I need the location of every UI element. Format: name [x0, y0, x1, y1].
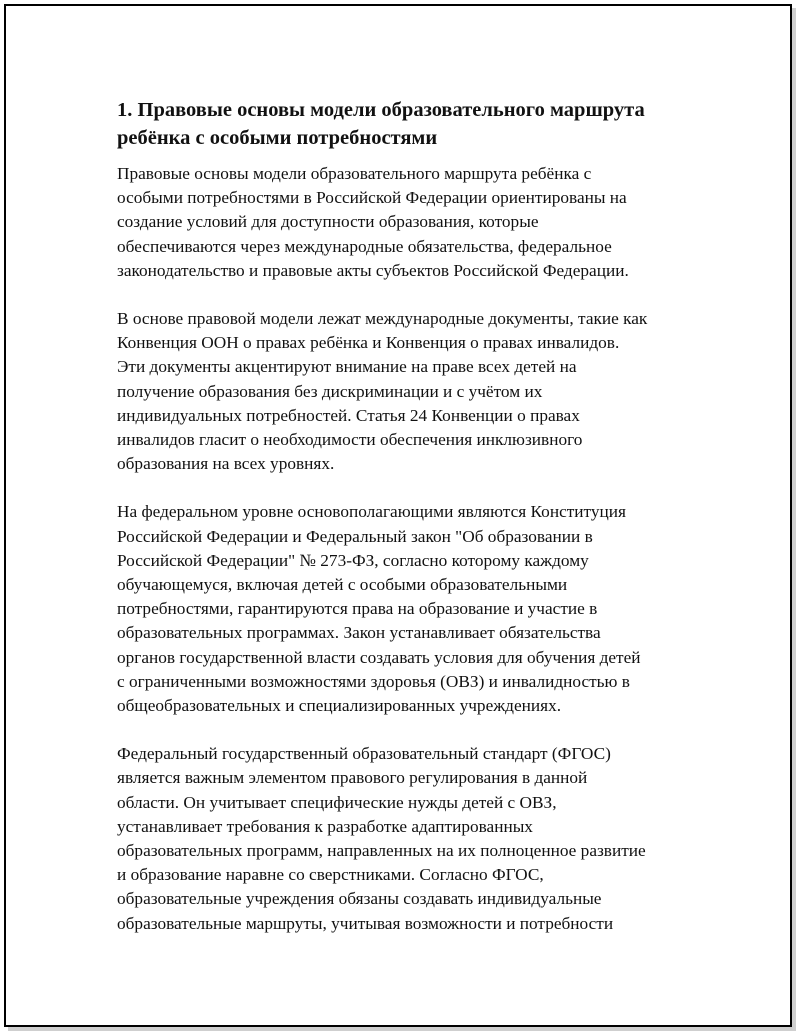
text-line: Российской Федерации" № 273-ФЗ, согласно которому каждому [117, 550, 589, 570]
text-line: Российской Федерации и Федеральный закон "Об образовании в [117, 526, 593, 546]
text-line: обеспечиваются через международные обязательства, федеральное [117, 236, 612, 256]
text-line: инвалидов гласит о необходимости обеспечения инклюзивного [117, 430, 583, 450]
text-line: Федеральный государственный образовательный стандарт (ФГОС) [117, 744, 611, 764]
text-line: индивидуальных потребностей. Статья 24 Конвенции о правах [117, 405, 580, 425]
text-line: является важным элементом правового регулирования в данной [117, 768, 588, 788]
text-line: с ограниченными возможностями здоровья (ОВЗ) и инвалидностью в [117, 671, 630, 691]
text-line: области. Он учитывает специфические нужды детей с ОВЗ, [117, 792, 557, 812]
paragraph-2 [117, 307, 697, 476]
heading-line: 1. Правовые основы модели образовательного маршрута [117, 99, 645, 121]
text-line: образовательных программах. Закон устанавливает обязательства [117, 623, 601, 643]
text-line: законодательство и правовые акты субъектов Российской Федерации. [117, 260, 629, 280]
text-line: Конвенция ООН о правах ребёнка и Конвенция о правах инвалидов. [117, 333, 620, 353]
text-line: Правовые основы модели образовательного маршрута ребёнка с [117, 164, 592, 183]
text-line: создание условий для доступности образования, которые [117, 212, 539, 232]
text-line: обучающемуся, включая детей с особыми образовательными [117, 575, 568, 595]
text-line: образовательных программ, направленных на их полноценное развитие [117, 841, 646, 861]
text-line: получение образования без дискриминации и с учётом их [117, 381, 543, 401]
paragraph-4 [117, 742, 697, 936]
text-line: На федеральном уровне основополагающими являются Конституция [117, 502, 626, 522]
paragraph-1 [117, 162, 697, 283]
text-line: устанавливает требования к разработке адаптированных [117, 816, 533, 836]
text-line: образовательные учреждения обязаны создавать индивидуальные [117, 889, 602, 909]
paragraph-3 [117, 500, 697, 718]
heading-line: ребёнка с особыми потребностями [117, 127, 438, 149]
text-line: органов государственной власти создавать условия для обучения детей [117, 647, 641, 667]
text-line: и образование наравне со сверстниками. Согласно ФГОС, [117, 865, 544, 885]
text-line: образования на всех уровнях. [117, 454, 335, 474]
section-heading [117, 96, 697, 152]
text-line: потребностями, гарантируются права на образование и участие в [117, 599, 598, 619]
text-line: Эти документы акцентируют внимание на праве всех детей на [117, 357, 577, 377]
text-line: образовательные маршруты, учитывая возможности и потребности [117, 913, 614, 933]
document-body [117, 96, 697, 960]
text-line: общеобразовательных и специализированных учреждениях. [117, 696, 562, 716]
text-line: В основе правовой модели лежат международные документы, такие как [117, 309, 648, 329]
text-line: особыми потребностями в Российской Федерации ориентированы на [117, 188, 627, 208]
